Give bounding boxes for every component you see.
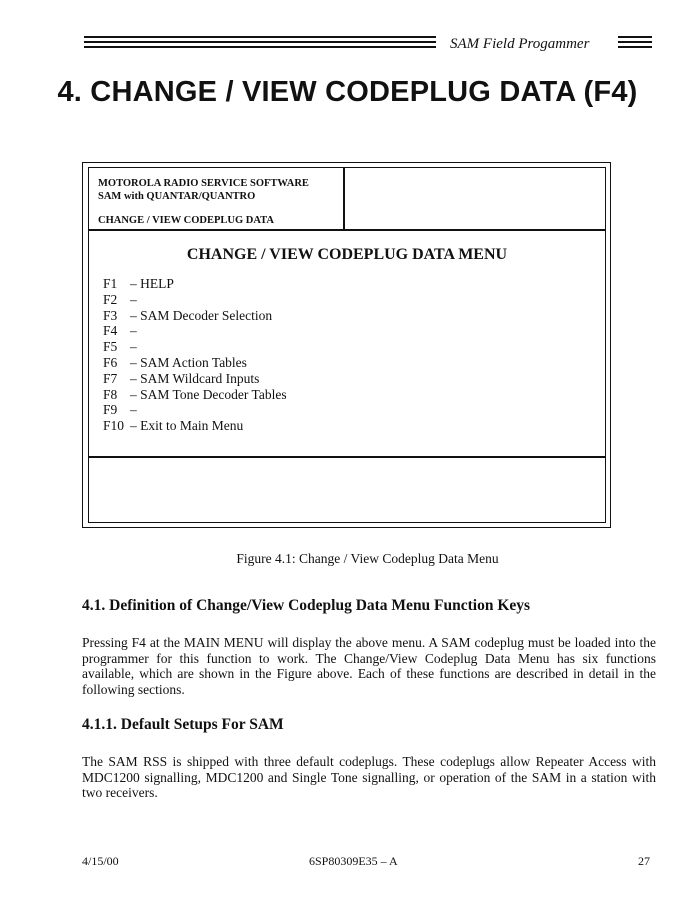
menu-desc: – xyxy=(130,339,137,355)
screen-header-vertical-divider xyxy=(343,167,345,230)
menu-key: F9 xyxy=(103,402,118,418)
menu-desc: – SAM Action Tables xyxy=(130,354,247,370)
function-key-menu xyxy=(103,276,287,434)
subsection-heading: 4.1.1. Default Setups For SAM xyxy=(82,716,284,733)
footer-date: 4/15/00 xyxy=(82,854,119,868)
system-title-line: MOTOROLA RADIO SERVICE SOFTWARE xyxy=(98,178,309,189)
menu-item-f9 xyxy=(103,402,287,418)
menu-item-f10 xyxy=(103,418,287,434)
section-heading: 4.1. Definition of Change/View Codeplug Data Menu Function Keys xyxy=(82,597,531,614)
menu-item-f6 xyxy=(103,355,287,371)
menu-item-f7 xyxy=(103,371,287,387)
menu-key: F10 xyxy=(103,418,125,434)
figure-caption: Figure 4.1: Change / View Codeplug Data Menu xyxy=(236,551,499,566)
menu-key: F5 xyxy=(103,339,118,355)
section-body: Pressing F4 at the MAIN MENU will display the above menu. A SAM codeplug must be loaded into the programmer for this function to work. The Change/View Codeplug Data Menu has six functions available, which are shown in the Figure above. Each of these functions are described in detail in the following sections. xyxy=(82,635,656,697)
menu-key: F1 xyxy=(103,276,118,291)
menu-desc: – xyxy=(130,323,137,339)
screen-header-divider xyxy=(88,229,606,231)
header-rules-left xyxy=(84,36,436,52)
menu-key: F7 xyxy=(103,370,118,386)
screen-footer-divider xyxy=(88,456,606,458)
menu-key: F8 xyxy=(103,386,118,402)
menu-desc: – SAM Tone Decoder Tables xyxy=(130,386,287,402)
page-number: 27 xyxy=(638,854,650,868)
menu-item-f4 xyxy=(103,323,287,339)
menu-desc: – xyxy=(130,291,137,307)
menu-desc: – HELP xyxy=(130,276,174,291)
menu-title: CHANGE / VIEW CODEPLUG DATA MENU xyxy=(186,246,508,263)
menu-item-f2 xyxy=(103,292,287,308)
menu-key: F6 xyxy=(103,354,118,370)
running-header-title: SAM Field Progammer xyxy=(450,36,590,52)
menu-desc: – xyxy=(130,402,137,418)
menu-item-f8 xyxy=(103,387,287,403)
header-rules-right xyxy=(618,36,652,52)
menu-item-f3 xyxy=(103,308,287,324)
screen-name-line: CHANGE / VIEW CODEPLUG DATA xyxy=(98,215,274,226)
menu-desc: – SAM Wildcard Inputs xyxy=(130,370,260,386)
menu-desc: – Exit to Main Menu xyxy=(130,418,244,434)
menu-desc: – SAM Decoder Selection xyxy=(130,307,273,323)
menu-key: F4 xyxy=(103,323,118,339)
menu-key: F3 xyxy=(103,307,118,323)
menu-key: F2 xyxy=(103,291,118,307)
chapter-title: 4. CHANGE / VIEW CODEPLUG DATA (F4) xyxy=(57,76,638,108)
footer-doc-number: 6SP80309E35 – A xyxy=(309,854,398,868)
menu-item-f1 xyxy=(103,276,287,292)
system-product-line: SAM with QUANTAR/QUANTRO xyxy=(98,191,256,202)
subsection-body: The SAM RSS is shipped with three default codeplugs. These codeplugs allow Repeater Access with MDC1200 signalling, MDC1200 and Single Tone signalling, or operation of the SAM in a station with two receivers. xyxy=(82,754,656,801)
menu-item-f5 xyxy=(103,339,287,355)
